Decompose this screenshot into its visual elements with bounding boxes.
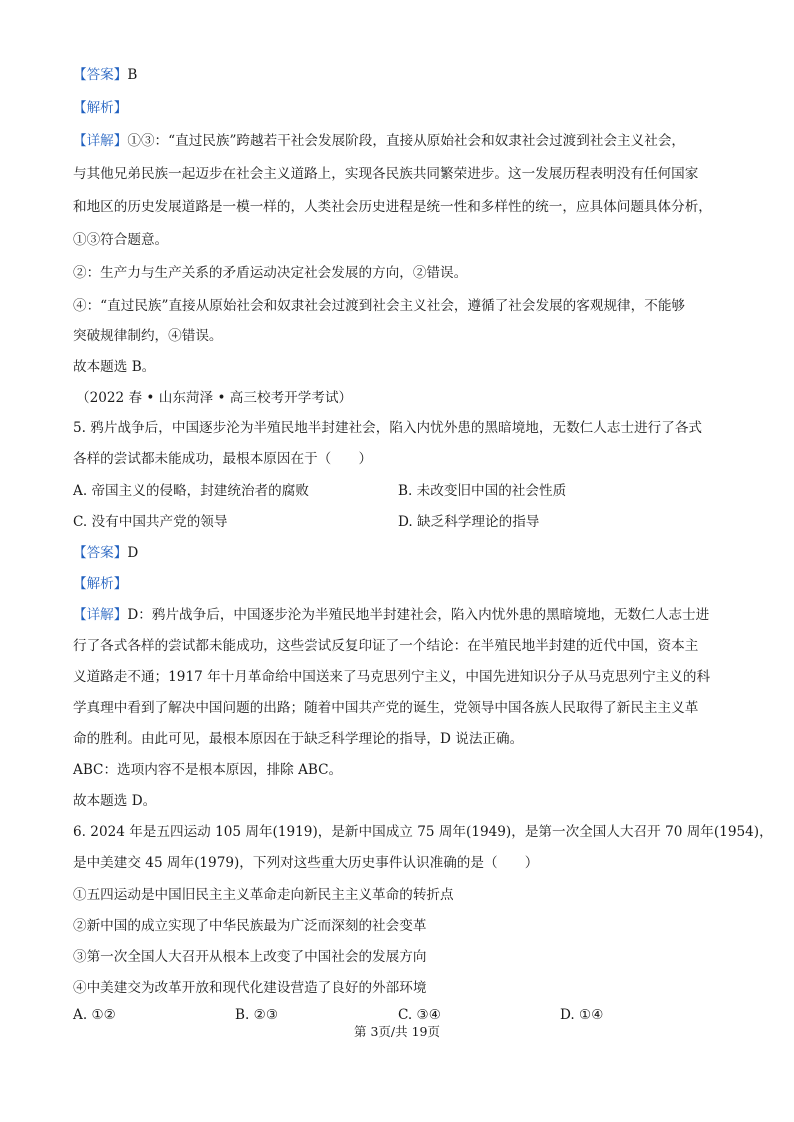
- q5-answer-line: [73, 544, 138, 562]
- detail-tag: 【详解】: [73, 607, 128, 623]
- q4-detail-line-1: [73, 132, 685, 150]
- q4-detail-line-2: 与其他兄弟民族一起迈步在社会主义道路上，实现各民族共同繁荣进步。这一发展历程表明没有任何国家: [73, 166, 699, 182]
- q4-answer-line: [73, 66, 137, 84]
- q5-detail-line-3: 义道路走不通；1917 年十月革命给中国送来了马克思列宁主义，中国先进知识分子从马克思列宁主义的科: [73, 669, 711, 685]
- answer-value: B: [127, 67, 138, 83]
- q5-detail-line-5: 命的胜利。由此可见，最根本原因在于缺乏科学理论的指导，D 说法正确。: [73, 731, 524, 747]
- q6-option-c: C. ③④: [398, 1007, 441, 1023]
- answer-tag: 【答案】: [73, 67, 128, 83]
- q4-detail-line-4: ①③符合题意。: [73, 232, 169, 248]
- q6-item-4: ④中美建交为改革开放和现代化建设营造了良好的外部环境: [73, 980, 427, 996]
- detail-text: D：鸦片战争后，中国逐步沦为半殖民地半封建社会，陷入内忧外患的黑暗境地，无数仁人志士进: [127, 607, 710, 623]
- q6-item-1: ①五四运动是中国旧民主主义革命走向新民主主义革命的转折点: [73, 887, 454, 903]
- q5-detail-line-1: [73, 606, 709, 624]
- q5-stem-line-2: 各样的尝试都未能成功，最根本原因在于（ ）: [73, 451, 373, 467]
- q5-detail-line-4: 学真理中看到了解决中国问题的出路；随着中国共产党的诞生，党领导中国各族人民取得了新民主主义革: [73, 700, 699, 716]
- q6-stem-line-1: 6. 2024 年是五四运动 105 周年(1919)，是新中国成立 75 周年(1949)，是第一次全国人大召开 70 周年(1954)，: [73, 824, 773, 840]
- analysis-tag: 【解析】: [73, 100, 128, 116]
- q6-item-2: ②新中国的成立实现了中华民族最为广泛而深刻的社会变革: [73, 918, 427, 934]
- detail-tag: 【详解】: [73, 133, 128, 149]
- source-note: （2022 春 • 山东菏泽 • 高三校考开学考试）: [76, 390, 353, 406]
- answer-tag: 【答案】: [73, 545, 128, 561]
- q5-detail-line-2: 行了各式各样的尝试都未能成功，这些尝试反复印证了一个结论：在半殖民地半封建的近代中国，资本主: [73, 638, 699, 654]
- q6-option-a: A. ①②: [73, 1007, 116, 1023]
- page-footer: 第 3页/共 19页: [353, 1024, 441, 1039]
- q5-stem-line-1: 5. 鸦片战争后，中国逐步沦为半殖民地半封建社会，陷入内忧外患的黑暗境地，无数仁人志士进行了各式: [73, 420, 703, 436]
- q4-detail-line-3: 和地区的历史发展道路是一模一样的，人类社会历史进程是统一性和多样性的统一，应具体问题具体分析，: [73, 199, 712, 215]
- q6-option-d: D. ①④: [560, 1007, 604, 1023]
- detail-text: ①③：“直过民族”跨越若干社会发展阶段，直接从原始社会和奴隶社会过渡到社会主义社会，: [127, 133, 686, 149]
- analysis-tag: 【解析】: [73, 576, 128, 592]
- q5-option-b: B. 未改变旧中国的社会性质: [398, 483, 567, 499]
- q4-conclusion: 故本题选 B。: [73, 359, 156, 375]
- q5-option-d: D. 缺乏科学理论的指导: [398, 514, 540, 530]
- q6-item-3: ③第一次全国人大召开从根本上改变了中国社会的发展方向: [73, 949, 427, 965]
- q5-option-c: C. 没有中国共产党的领导: [73, 514, 228, 530]
- q6-option-b: B. ②③: [235, 1007, 279, 1023]
- q5-line-abc: ABC：选项内容不是根本原因，排除 ABC。: [73, 762, 343, 778]
- q5-option-a: A. 帝国主义的侵略，封建统治者的腐败: [73, 483, 309, 499]
- answer-value: D: [127, 545, 139, 561]
- q4-line-5: ②：生产力与生产关系的矛盾运动决定社会发展的方向，②错误。: [73, 265, 468, 281]
- q6-stem-line-2: 是中美建交 45 周年(1979)，下列对这些重大历史事件认识准确的是（ ）: [73, 855, 539, 871]
- q5-conclusion: 故本题选 D。: [73, 793, 157, 809]
- q4-line-7: 突破规律制约，④错误。: [73, 328, 223, 344]
- q4-line-6: ④：“直过民族”直接从原始社会和奴隶社会过渡到社会主义社会，遵循了社会发展的客观规律，不能够: [73, 298, 686, 314]
